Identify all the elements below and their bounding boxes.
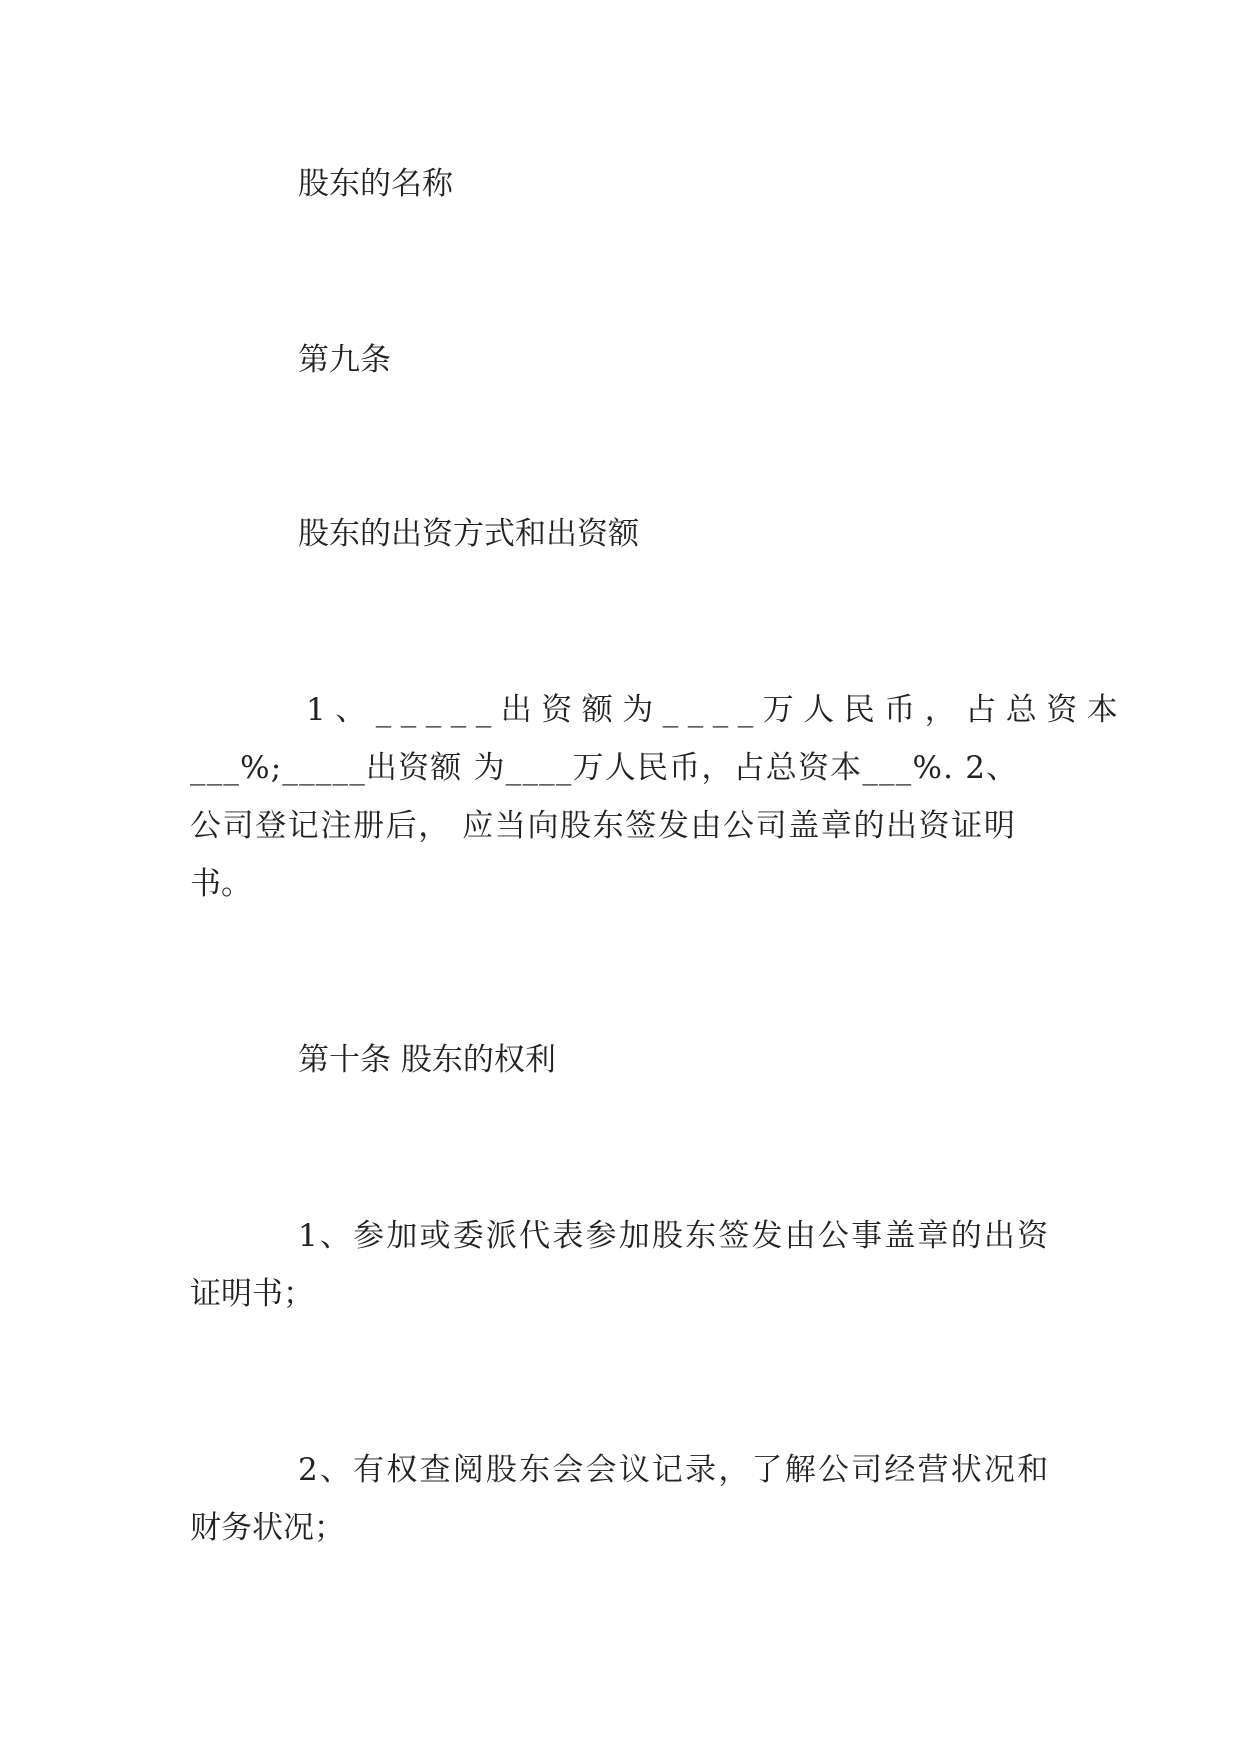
paragraph-contribution-line-4: 书。 <box>190 866 252 902</box>
paragraph-contribution-line-2: ___%;_____出资额 为____万人民币，占总资本___%. 2、 <box>190 750 1019 786</box>
rights-item-2-line-2: 财务状况； <box>190 1510 345 1546</box>
heading-contribution-method: 股东的出资方式和出资额 <box>298 516 639 552</box>
paragraph-contribution-line-3: 公司登记注册后， 应当向股东签发由公司盖章的出资证明 <box>190 808 1017 844</box>
rights-item-1-line-2: 证明书； <box>190 1276 314 1312</box>
article-nine-heading: 第九条 <box>298 342 391 378</box>
paragraph-contribution-line-1: 1、_____出资额为____万人民币，占总资本 <box>306 692 1128 728</box>
rights-item-2-line-1: 2、有权查阅股东会会议记录，了解公司经营状况和 <box>298 1452 1051 1488</box>
heading-shareholder-name: 股东的名称 <box>298 166 453 202</box>
article-ten-heading: 第十条 股东的权利 <box>298 1042 556 1078</box>
rights-item-1-line-1: 1、参加或委派代表参加股东签发由公事盖章的出资 <box>298 1218 1051 1254</box>
